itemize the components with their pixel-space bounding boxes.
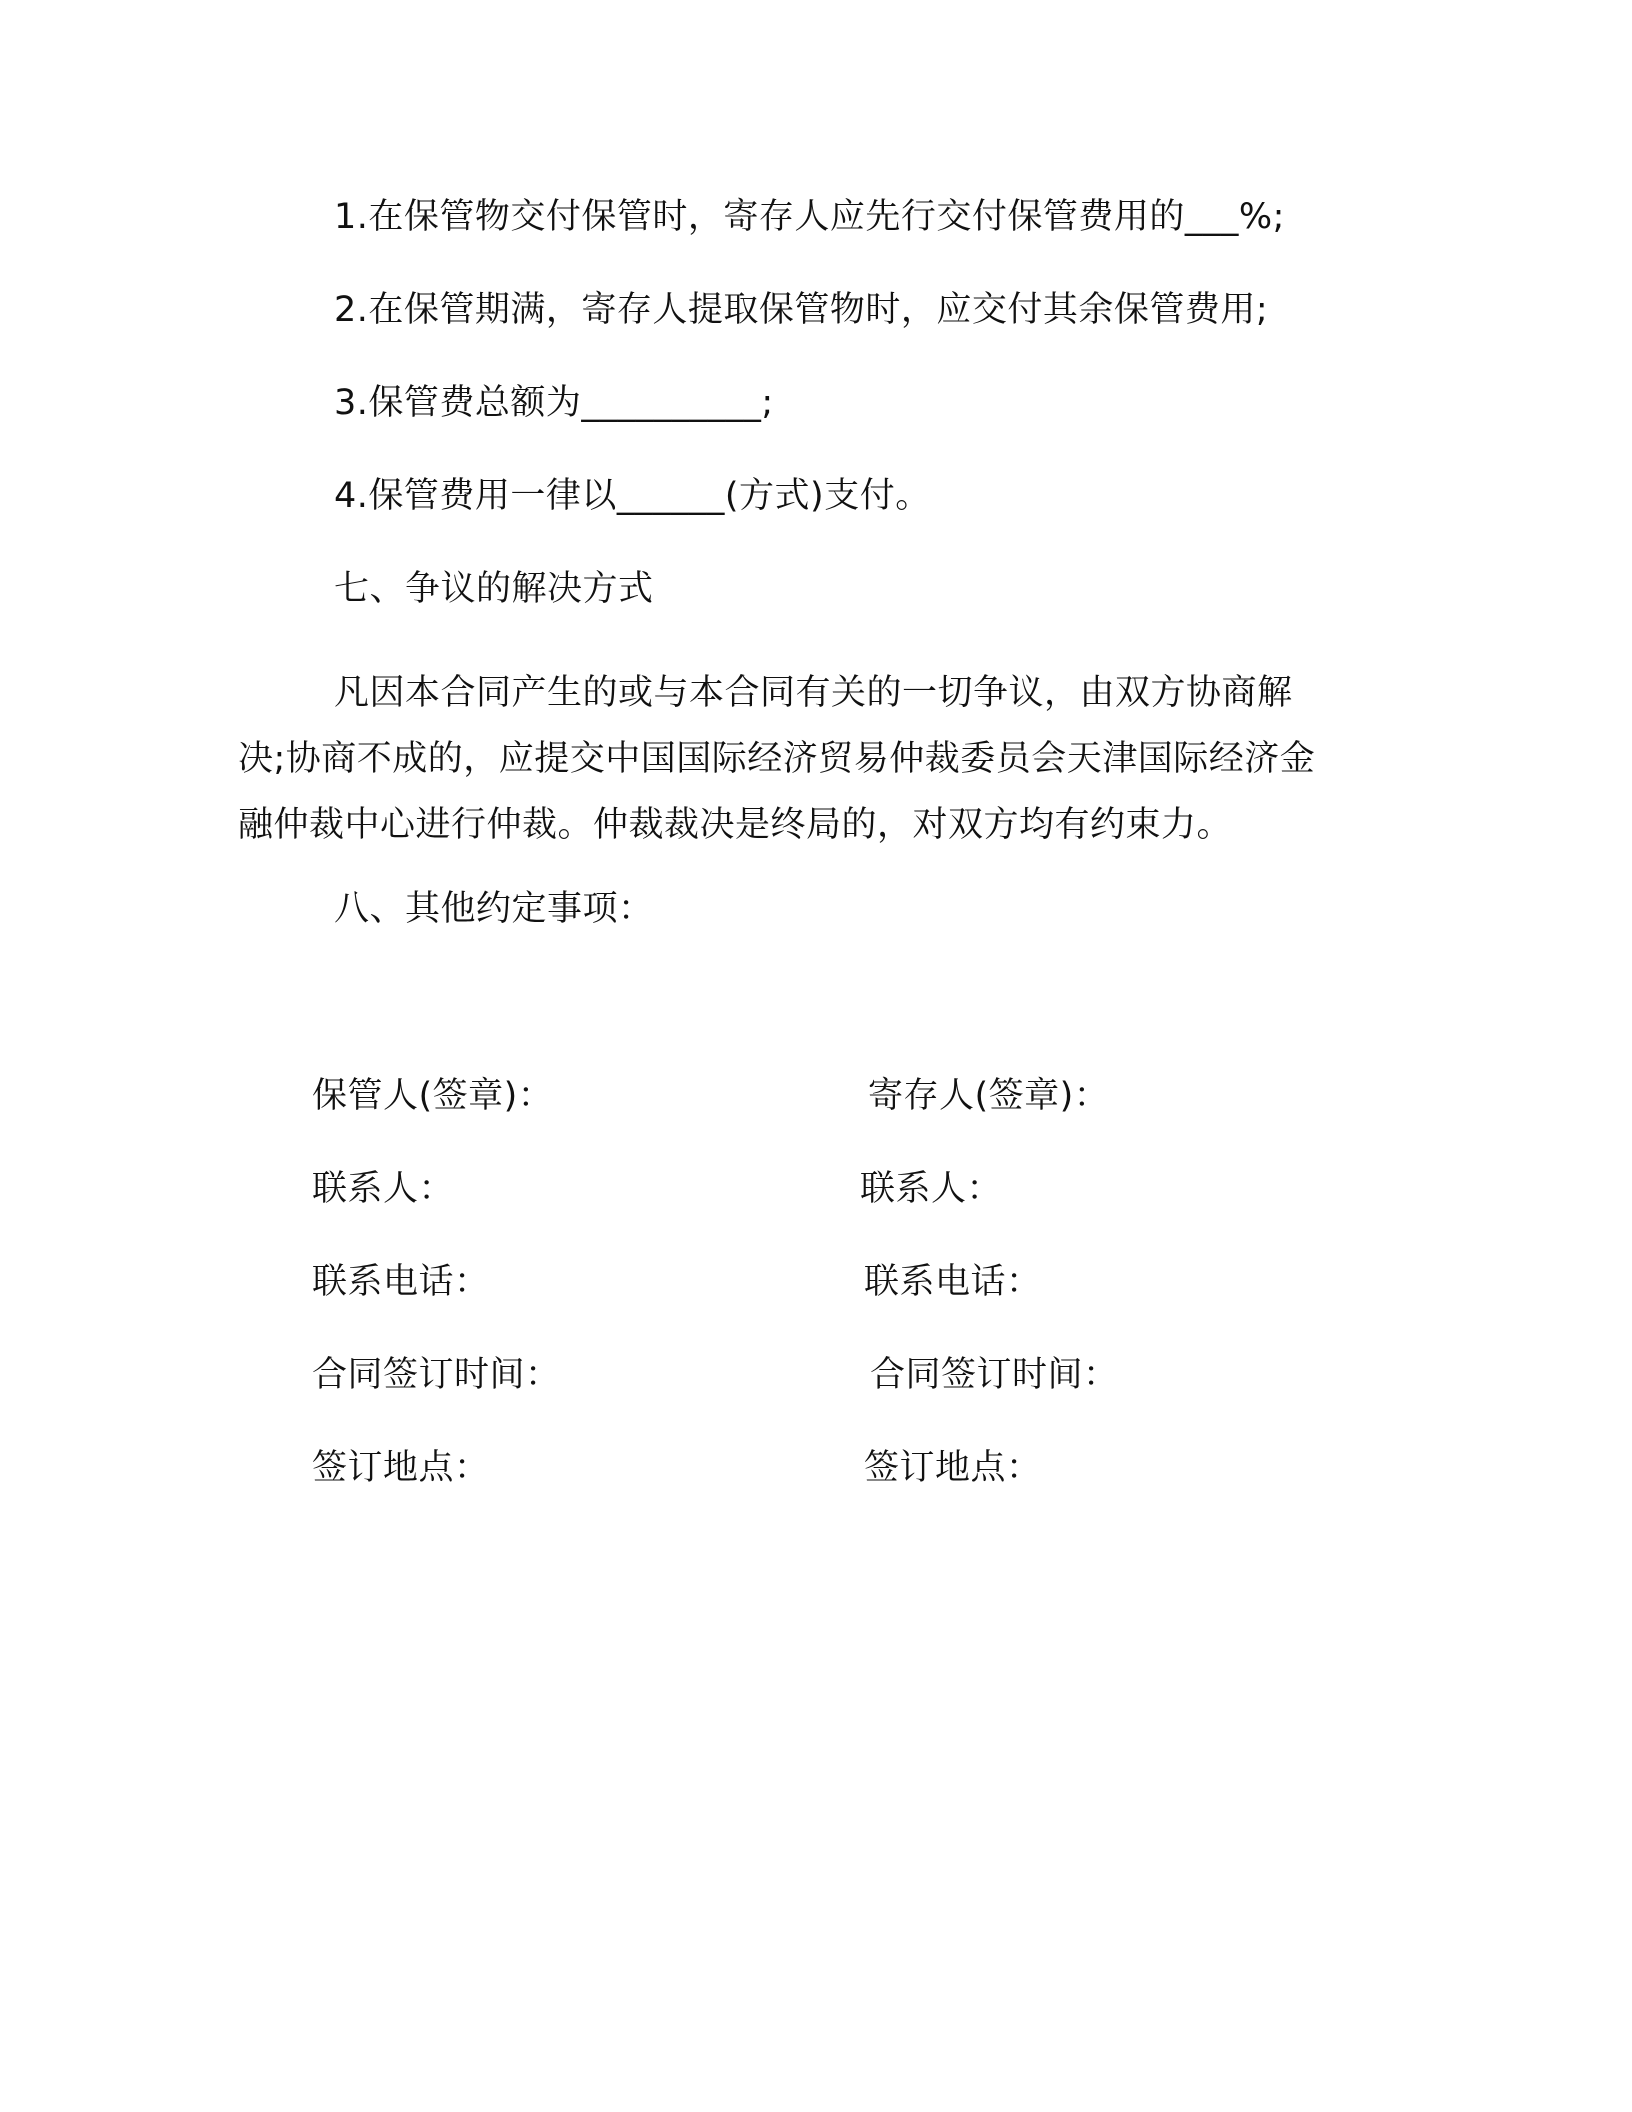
custodian-signature-label: 保管人(签章)： — [312, 1076, 554, 1116]
fee-clause-4: 4.保管费用一律以______(方式)支付。 — [334, 476, 931, 516]
depositor-place-label: 签订地点： — [864, 1448, 1042, 1488]
custodian-place-label: 签订地点： — [312, 1448, 490, 1488]
dispute-resolution-paragraph — [238, 660, 1368, 858]
custodian-date-label: 合同签订时间： — [312, 1355, 561, 1395]
section-7-heading: 七、争议的解决方式 — [334, 569, 654, 609]
dispute-line-2: 决;协商不成的，应提交中国国际经济贸易仲裁委员会天津国际经济金 — [238, 739, 1316, 779]
fee-clause-1: 1.在保管物交付保管时，寄存人应先行交付保管费用的___%; — [334, 197, 1285, 237]
dispute-line-1: 凡因本合同产生的或与本合同有关的一切争议，由双方协商解 — [334, 673, 1293, 713]
fee-clause-2: 2.在保管期满，寄存人提取保管物时，应交付其余保管费用; — [334, 290, 1269, 330]
fee-clause-3: 3.保管费总额为__________; — [334, 383, 774, 423]
depositor-signature-label: 寄存人(签章)： — [868, 1076, 1110, 1116]
depositor-contact-label: 联系人： — [860, 1169, 1003, 1209]
depositor-date-label: 合同签订时间： — [870, 1355, 1119, 1395]
dispute-line-3: 融仲裁中心进行仲裁。仲裁裁决是终局的，对双方均有约束力。 — [238, 805, 1233, 845]
custodian-contact-label: 联系人： — [312, 1169, 455, 1209]
custodian-phone-label: 联系电话： — [312, 1262, 490, 1302]
depositor-phone-label: 联系电话： — [864, 1262, 1042, 1302]
section-8-heading: 八、其他约定事项： — [334, 889, 654, 929]
